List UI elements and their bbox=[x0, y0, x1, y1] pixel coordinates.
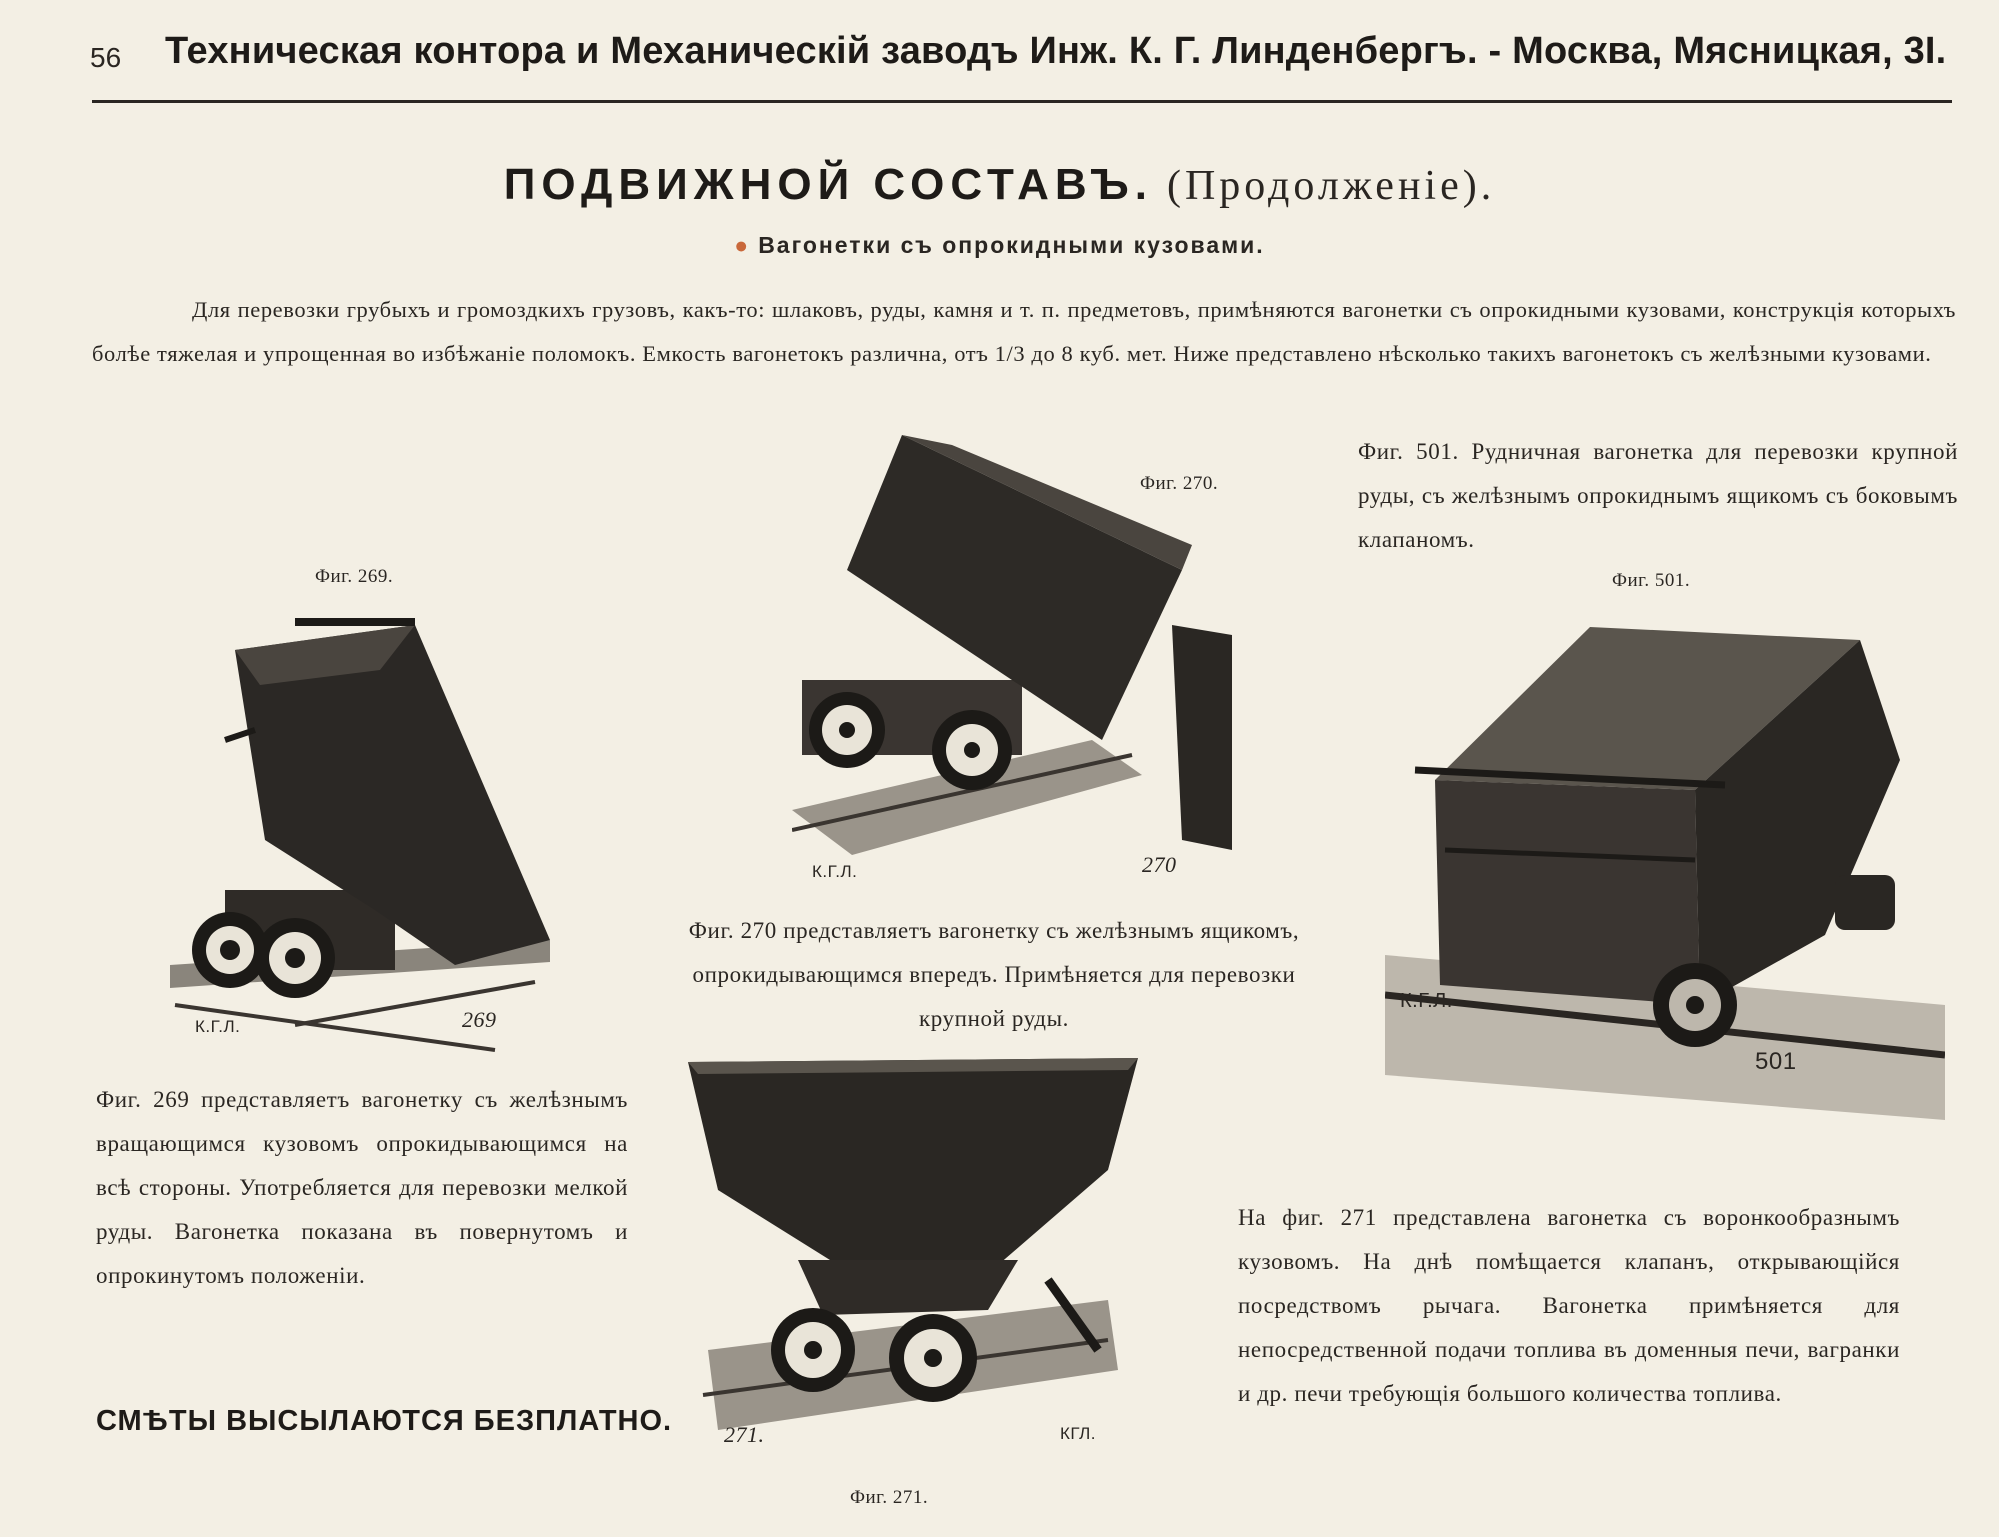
section-title: ПОДВИЖНОЙ СОСТАВЪ. bbox=[503, 160, 1153, 209]
fig270-illustration bbox=[792, 430, 1240, 880]
running-header: Техническая контора и Механическій заводъ Инж. К. Г. Линденбергъ. - Москва, Мясницкая, 3I. bbox=[165, 30, 1947, 72]
fig501-mark-maker: К.Г.Л. bbox=[1400, 990, 1453, 1012]
fig501-mark-number: 501 bbox=[1755, 1048, 1797, 1075]
fig269-illustration bbox=[165, 610, 550, 1055]
header-rule bbox=[92, 100, 1952, 103]
fig269-label: Фиг. 269. bbox=[315, 566, 394, 587]
section-continuation: (Продолженіе). bbox=[1166, 163, 1496, 209]
fig271-caption: На фиг. 271 представлена вагонетка съ воронкообразнымъ кузовомъ. На днѣ помѣщается клапанъ, открывающійся посредствомъ рычага. Вагонетка примѣняется для непосредственной подачи топлива въ доменныя печи, вагранки и др. печи требующія большого количества топлива. bbox=[1238, 1205, 1900, 1406]
bullet-dot-icon: ● bbox=[734, 232, 751, 258]
fig270-label: Фиг. 270. bbox=[1140, 473, 1219, 494]
fig501-label: Фиг. 501. bbox=[1612, 570, 1691, 591]
fig269-caption: Фиг. 269 представляетъ вагонетку съ желѣзнымъ вращающимся кузовомъ опрокидывающимся на всѣ стороны. Употребляется для перевозки мелкой руды. Вагонетка показана въ повернутомъ и опрокинутомъ положеніи. bbox=[96, 1087, 628, 1288]
fig269-mark-number: 269 bbox=[462, 1007, 497, 1032]
section-subtitle: Вагонетки съ опрокидными кузовами. bbox=[758, 232, 1265, 258]
fig269-mark-maker: К.Г.Л. bbox=[195, 1017, 241, 1036]
fig270-caption: Фиг. 270 представляетъ вагонетку съ желѣзнымъ ящикомъ, опрокидывающимся впередъ. Примѣняется для перевозки крупной руды. bbox=[688, 918, 1300, 1031]
fig270-mark-number: 270 bbox=[1142, 852, 1177, 877]
fig501-caption: Фиг. 501. Рудничная вагонетка для перевозки крупной руды, съ желѣзнымъ опрокиднымъ ящикомъ съ боковымъ клапаномъ. bbox=[1358, 439, 1958, 552]
fig271-illustration bbox=[688, 1050, 1140, 1445]
fig501-illustration bbox=[1385, 615, 1945, 1120]
fig271-mark-number: 271. bbox=[724, 1422, 765, 1447]
section-heading bbox=[0, 160, 1999, 210]
intro-paragraph: Для перевозки грубыхъ и громоздкихъ грузовъ, какъ-то: шлаковъ, руды, камня и т. п. предметовъ, примѣняются вагонетки съ опрокидными кузовами, конструкція которыхъ болѣе тяжелая и упрощенная во избѣжаніе поломокъ. Емкость вагонетокъ различна, отъ 1/3 до 8 куб. мет. Ниже представлено нѣсколько такихъ вагонетокъ съ желѣзными кузовами. bbox=[92, 297, 1956, 366]
footer-note: СМѢТЫ ВЫСЫЛАЮТСЯ БЕЗПЛАТНО. bbox=[96, 1405, 673, 1437]
page-number: 56 bbox=[90, 42, 122, 73]
fig271-mark-maker: КГЛ. bbox=[1060, 1424, 1097, 1443]
fig271-label: Фиг. 271. bbox=[850, 1487, 929, 1508]
section-subtitle-line bbox=[0, 232, 1999, 259]
fig270-mark-maker: К.Г.Л. bbox=[812, 862, 858, 881]
